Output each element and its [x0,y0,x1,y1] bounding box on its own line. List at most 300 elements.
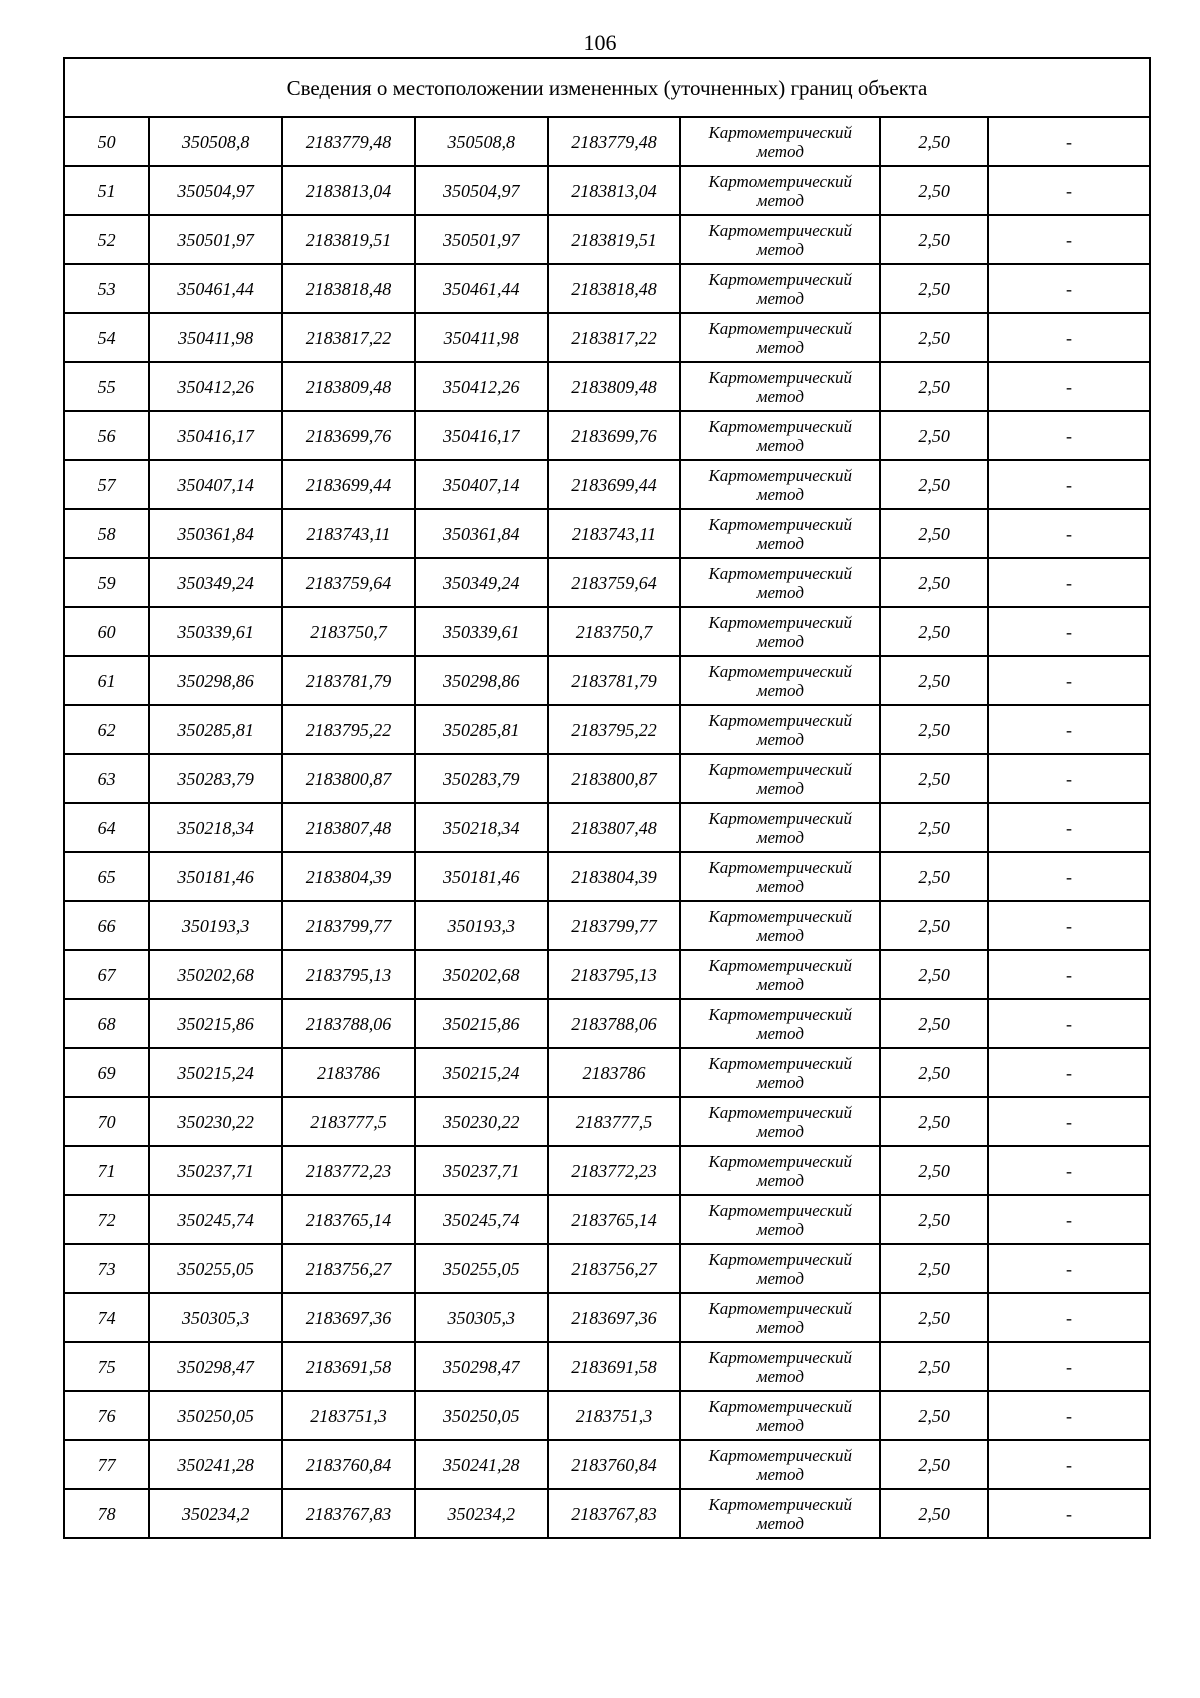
note-cell: - [988,1391,1150,1440]
method-line-2: метод [756,631,804,651]
specified-x-cell: 350255,05 [415,1244,548,1293]
point-number-cell: 66 [64,901,149,950]
method-line-1: Картометрический [708,220,853,240]
specified-y-cell: 2183756,27 [548,1244,681,1293]
method-line-2: метод [756,337,804,357]
note-cell: - [988,1097,1150,1146]
existing-y-cell: 2183756,27 [282,1244,415,1293]
existing-y-cell: 2183772,23 [282,1146,415,1195]
specified-y-cell: 2183800,87 [548,754,681,803]
method-line-1: Картометрический [708,1396,853,1416]
accuracy-cell: 2,50 [880,460,988,509]
note-cell: - [988,1195,1150,1244]
method-line-1: Картометрический [708,661,853,681]
method-line-1: Картометрический [708,171,853,191]
determination-method-cell [680,950,880,999]
table-row [64,166,1150,215]
table-row [64,607,1150,656]
specified-x-cell: 350241,28 [415,1440,548,1489]
existing-y-cell: 2183691,58 [282,1342,415,1391]
accuracy-cell: 2,50 [880,803,988,852]
existing-x-cell: 350241,28 [149,1440,282,1489]
determination-method-cell [680,656,880,705]
method-line-1: Картометрический [708,269,853,289]
accuracy-cell: 2,50 [880,215,988,264]
note-cell: - [988,264,1150,313]
determination-method-cell [680,1440,880,1489]
determination-method-cell [680,999,880,1048]
method-line-2: метод [756,778,804,798]
specified-y-cell: 2183751,3 [548,1391,681,1440]
method-line-2: метод [756,1464,804,1484]
note-cell: - [988,705,1150,754]
point-number-cell: 70 [64,1097,149,1146]
point-number-cell: 59 [64,558,149,607]
accuracy-cell: 2,50 [880,1391,988,1440]
existing-x-cell: 350255,05 [149,1244,282,1293]
existing-y-cell: 2183751,3 [282,1391,415,1440]
method-line-2: метод [756,288,804,308]
specified-y-cell: 2183767,83 [548,1489,681,1538]
specified-x-cell: 350461,44 [415,264,548,313]
determination-method-cell [680,1048,880,1097]
note-cell: - [988,950,1150,999]
determination-method-cell [680,1244,880,1293]
specified-y-cell: 2183804,39 [548,852,681,901]
method-line-2: метод [756,827,804,847]
determination-method-cell [680,1195,880,1244]
accuracy-cell: 2,50 [880,999,988,1048]
note-cell: - [988,1048,1150,1097]
note-cell: - [988,558,1150,607]
method-line-2: метод [756,239,804,259]
existing-x-cell: 350412,26 [149,362,282,411]
method-line-1: Картометрический [708,710,853,730]
point-number-cell: 55 [64,362,149,411]
determination-method-cell [680,901,880,950]
determination-method-cell [680,1146,880,1195]
note-cell: - [988,803,1150,852]
accuracy-cell: 2,50 [880,362,988,411]
method-line-1: Картометрический [708,416,853,436]
table-row [64,1048,1150,1097]
specified-x-cell: 350407,14 [415,460,548,509]
method-line-1: Картометрический [708,1298,853,1318]
accuracy-cell: 2,50 [880,1489,988,1538]
point-number-cell: 71 [64,1146,149,1195]
method-line-1: Картометрический [708,122,853,142]
method-line-2: метод [756,1513,804,1533]
method-line-2: метод [756,925,804,945]
existing-y-cell: 2183743,11 [282,509,415,558]
existing-y-cell: 2183767,83 [282,1489,415,1538]
method-line-1: Картометрический [708,906,853,926]
point-number-cell: 75 [64,1342,149,1391]
specified-x-cell: 350508,8 [415,117,548,166]
specified-y-cell: 2183781,79 [548,656,681,705]
determination-method-cell [680,509,880,558]
specified-y-cell: 2183807,48 [548,803,681,852]
method-line-1: Картометрический [708,955,853,975]
table-row [64,1391,1150,1440]
point-number-cell: 69 [64,1048,149,1097]
point-number-cell: 53 [64,264,149,313]
accuracy-cell: 2,50 [880,705,988,754]
existing-x-cell: 350349,24 [149,558,282,607]
existing-x-cell: 350218,34 [149,803,282,852]
accuracy-cell: 2,50 [880,1244,988,1293]
table-body [64,58,1150,1538]
note-cell: - [988,1244,1150,1293]
table-row [64,1440,1150,1489]
specified-y-cell: 2183777,5 [548,1097,681,1146]
method-line-1: Картометрический [708,1004,853,1024]
table-title-row [64,58,1150,117]
table-row [64,362,1150,411]
note-cell: - [988,117,1150,166]
specified-y-cell: 2183799,77 [548,901,681,950]
determination-method-cell [680,166,880,215]
method-line-1: Картометрический [708,1249,853,1269]
method-line-2: метод [756,1317,804,1337]
determination-method-cell [680,1293,880,1342]
note-cell: - [988,411,1150,460]
specified-x-cell: 350361,84 [415,509,548,558]
note-cell: - [988,460,1150,509]
table-row [64,1342,1150,1391]
note-cell: - [988,166,1150,215]
point-number-cell: 73 [64,1244,149,1293]
accuracy-cell: 2,50 [880,264,988,313]
method-line-2: метод [756,190,804,210]
point-number-cell: 62 [64,705,149,754]
table-row [64,1195,1150,1244]
existing-y-cell: 2183809,48 [282,362,415,411]
table-row [64,1146,1150,1195]
accuracy-cell: 2,50 [880,656,988,705]
specified-y-cell: 2183819,51 [548,215,681,264]
point-number-cell: 60 [64,607,149,656]
existing-y-cell: 2183697,36 [282,1293,415,1342]
method-line-2: метод [756,582,804,602]
boundary-coordinates-table [63,57,1151,1539]
accuracy-cell: 2,50 [880,166,988,215]
existing-y-cell: 2183779,48 [282,117,415,166]
method-line-2: метод [756,1072,804,1092]
method-line-1: Картометрический [708,1494,853,1514]
accuracy-cell: 2,50 [880,1195,988,1244]
note-cell: - [988,313,1150,362]
existing-y-cell: 2183759,64 [282,558,415,607]
method-line-1: Картометрический [708,1200,853,1220]
table-row [64,999,1150,1048]
note-cell: - [988,656,1150,705]
table-row [64,803,1150,852]
accuracy-cell: 2,50 [880,950,988,999]
existing-y-cell: 2183699,44 [282,460,415,509]
specified-x-cell: 350298,47 [415,1342,548,1391]
note-cell: - [988,1342,1150,1391]
determination-method-cell [680,460,880,509]
existing-y-cell: 2183786 [282,1048,415,1097]
specified-x-cell: 350298,86 [415,656,548,705]
point-number-cell: 77 [64,1440,149,1489]
accuracy-cell: 2,50 [880,1146,988,1195]
table-row [64,558,1150,607]
existing-y-cell: 2183760,84 [282,1440,415,1489]
method-line-1: Картометрический [708,1151,853,1171]
method-line-2: метод [756,1415,804,1435]
accuracy-cell: 2,50 [880,1342,988,1391]
note-cell: - [988,852,1150,901]
specified-x-cell: 350339,61 [415,607,548,656]
specified-y-cell: 2183788,06 [548,999,681,1048]
table-row [64,656,1150,705]
accuracy-cell: 2,50 [880,313,988,362]
point-number-cell: 54 [64,313,149,362]
note-cell: - [988,754,1150,803]
method-line-2: метод [756,386,804,406]
specified-y-cell: 2183795,13 [548,950,681,999]
existing-y-cell: 2183818,48 [282,264,415,313]
specified-y-cell: 2183697,36 [548,1293,681,1342]
table-row [64,509,1150,558]
determination-method-cell [680,754,880,803]
method-line-1: Картометрический [708,465,853,485]
method-line-1: Картометрический [708,514,853,534]
table-row [64,117,1150,166]
point-number-cell: 52 [64,215,149,264]
table-row [64,950,1150,999]
existing-x-cell: 350245,74 [149,1195,282,1244]
specified-x-cell: 350250,05 [415,1391,548,1440]
existing-y-cell: 2183819,51 [282,215,415,264]
point-number-cell: 51 [64,166,149,215]
determination-method-cell [680,1391,880,1440]
accuracy-cell: 2,50 [880,901,988,950]
existing-x-cell: 350181,46 [149,852,282,901]
point-number-cell: 56 [64,411,149,460]
determination-method-cell [680,1097,880,1146]
method-line-1: Картометрический [708,367,853,387]
determination-method-cell [680,313,880,362]
specified-y-cell: 2183699,44 [548,460,681,509]
accuracy-cell: 2,50 [880,1097,988,1146]
specified-x-cell: 350245,74 [415,1195,548,1244]
determination-method-cell [680,705,880,754]
method-line-2: метод [756,1366,804,1386]
existing-x-cell: 350250,05 [149,1391,282,1440]
method-line-1: Картометрический [708,1053,853,1073]
existing-y-cell: 2183750,7 [282,607,415,656]
note-cell: - [988,1146,1150,1195]
method-line-2: метод [756,141,804,161]
method-line-2: метод [756,1023,804,1043]
specified-x-cell: 350230,22 [415,1097,548,1146]
note-cell: - [988,1440,1150,1489]
point-number-cell: 76 [64,1391,149,1440]
specified-x-cell: 350411,98 [415,313,548,362]
existing-x-cell: 350339,61 [149,607,282,656]
note-cell: - [988,1489,1150,1538]
method-line-2: метод [756,729,804,749]
table-row [64,1293,1150,1342]
specified-y-cell: 2183759,64 [548,558,681,607]
method-line-2: метод [756,533,804,553]
accuracy-cell: 2,50 [880,1440,988,1489]
existing-y-cell: 2183795,22 [282,705,415,754]
specified-y-cell: 2183760,84 [548,1440,681,1489]
specified-x-cell: 350504,97 [415,166,548,215]
existing-y-cell: 2183800,87 [282,754,415,803]
table-row [64,901,1150,950]
determination-method-cell [680,1342,880,1391]
specified-x-cell: 350234,2 [415,1489,548,1538]
specified-x-cell: 350193,3 [415,901,548,950]
point-number-cell: 58 [64,509,149,558]
specified-x-cell: 350215,24 [415,1048,548,1097]
existing-x-cell: 350298,47 [149,1342,282,1391]
accuracy-cell: 2,50 [880,607,988,656]
method-line-2: метод [756,680,804,700]
point-number-cell: 63 [64,754,149,803]
existing-x-cell: 350416,17 [149,411,282,460]
point-number-cell: 65 [64,852,149,901]
specified-x-cell: 350305,3 [415,1293,548,1342]
specified-x-cell: 350215,86 [415,999,548,1048]
method-line-1: Картометрический [708,1102,853,1122]
method-line-1: Картометрический [708,759,853,779]
method-line-2: метод [756,1268,804,1288]
page-number: 106 [583,30,617,55]
point-number-cell: 64 [64,803,149,852]
specified-x-cell: 350285,81 [415,705,548,754]
method-line-1: Картометрический [708,563,853,583]
point-number-cell: 68 [64,999,149,1048]
method-line-2: метод [756,435,804,455]
determination-method-cell [680,1489,880,1538]
determination-method-cell [680,117,880,166]
accuracy-cell: 2,50 [880,411,988,460]
specified-x-cell: 350412,26 [415,362,548,411]
specified-x-cell: 350181,46 [415,852,548,901]
determination-method-cell [680,558,880,607]
table-row [64,852,1150,901]
specified-y-cell: 2183743,11 [548,509,681,558]
existing-x-cell: 350504,97 [149,166,282,215]
existing-y-cell: 2183817,22 [282,313,415,362]
method-line-1: Картометрический [708,808,853,828]
existing-y-cell: 2183807,48 [282,803,415,852]
table-row [64,215,1150,264]
method-line-1: Картометрический [708,857,853,877]
table-row [64,460,1150,509]
table-row [64,264,1150,313]
determination-method-cell [680,803,880,852]
specified-x-cell: 350218,34 [415,803,548,852]
specified-y-cell: 2183795,22 [548,705,681,754]
specified-x-cell: 350283,79 [415,754,548,803]
point-number-cell: 72 [64,1195,149,1244]
point-number-cell: 57 [64,460,149,509]
determination-method-cell [680,264,880,313]
existing-x-cell: 350202,68 [149,950,282,999]
existing-x-cell: 350411,98 [149,313,282,362]
specified-y-cell: 2183772,23 [548,1146,681,1195]
existing-x-cell: 350305,3 [149,1293,282,1342]
specified-y-cell: 2183813,04 [548,166,681,215]
note-cell: - [988,215,1150,264]
existing-x-cell: 350298,86 [149,656,282,705]
existing-x-cell: 350285,81 [149,705,282,754]
point-number-cell: 74 [64,1293,149,1342]
existing-y-cell: 2183795,13 [282,950,415,999]
table-row [64,411,1150,460]
existing-x-cell: 350230,22 [149,1097,282,1146]
method-line-2: метод [756,1219,804,1239]
note-cell: - [988,901,1150,950]
specified-y-cell: 2183817,22 [548,313,681,362]
specified-x-cell: 350237,71 [415,1146,548,1195]
method-line-1: Картометрический [708,318,853,338]
determination-method-cell [680,362,880,411]
point-number-cell: 61 [64,656,149,705]
determination-method-cell [680,215,880,264]
existing-y-cell: 2183799,77 [282,901,415,950]
existing-x-cell: 350407,14 [149,460,282,509]
specified-y-cell: 2183691,58 [548,1342,681,1391]
method-line-1: Картометрический [708,1347,853,1367]
determination-method-cell [680,852,880,901]
specified-y-cell: 2183809,48 [548,362,681,411]
determination-method-cell [680,607,880,656]
method-line-2: метод [756,484,804,504]
point-number-cell: 67 [64,950,149,999]
specified-y-cell: 2183779,48 [548,117,681,166]
existing-y-cell: 2183781,79 [282,656,415,705]
specified-y-cell: 2183765,14 [548,1195,681,1244]
specified-y-cell: 2183750,7 [548,607,681,656]
existing-y-cell: 2183813,04 [282,166,415,215]
note-cell: - [988,607,1150,656]
existing-x-cell: 350501,97 [149,215,282,264]
existing-y-cell: 2183788,06 [282,999,415,1048]
specified-x-cell: 350416,17 [415,411,548,460]
specified-y-cell: 2183786 [548,1048,681,1097]
specified-y-cell: 2183699,76 [548,411,681,460]
table-row [64,1244,1150,1293]
existing-x-cell: 350283,79 [149,754,282,803]
note-cell: - [988,509,1150,558]
existing-y-cell: 2183804,39 [282,852,415,901]
existing-y-cell: 2183777,5 [282,1097,415,1146]
table-row [64,1489,1150,1538]
method-line-2: метод [756,1170,804,1190]
accuracy-cell: 2,50 [880,117,988,166]
note-cell: - [988,999,1150,1048]
existing-x-cell: 350361,84 [149,509,282,558]
existing-x-cell: 350237,71 [149,1146,282,1195]
table-row [64,754,1150,803]
existing-x-cell: 350215,24 [149,1048,282,1097]
point-number-cell: 50 [64,117,149,166]
table-row [64,705,1150,754]
method-line-1: Картометрический [708,612,853,632]
existing-x-cell: 350193,3 [149,901,282,950]
table-row [64,313,1150,362]
determination-method-cell [680,411,880,460]
note-cell: - [988,1293,1150,1342]
